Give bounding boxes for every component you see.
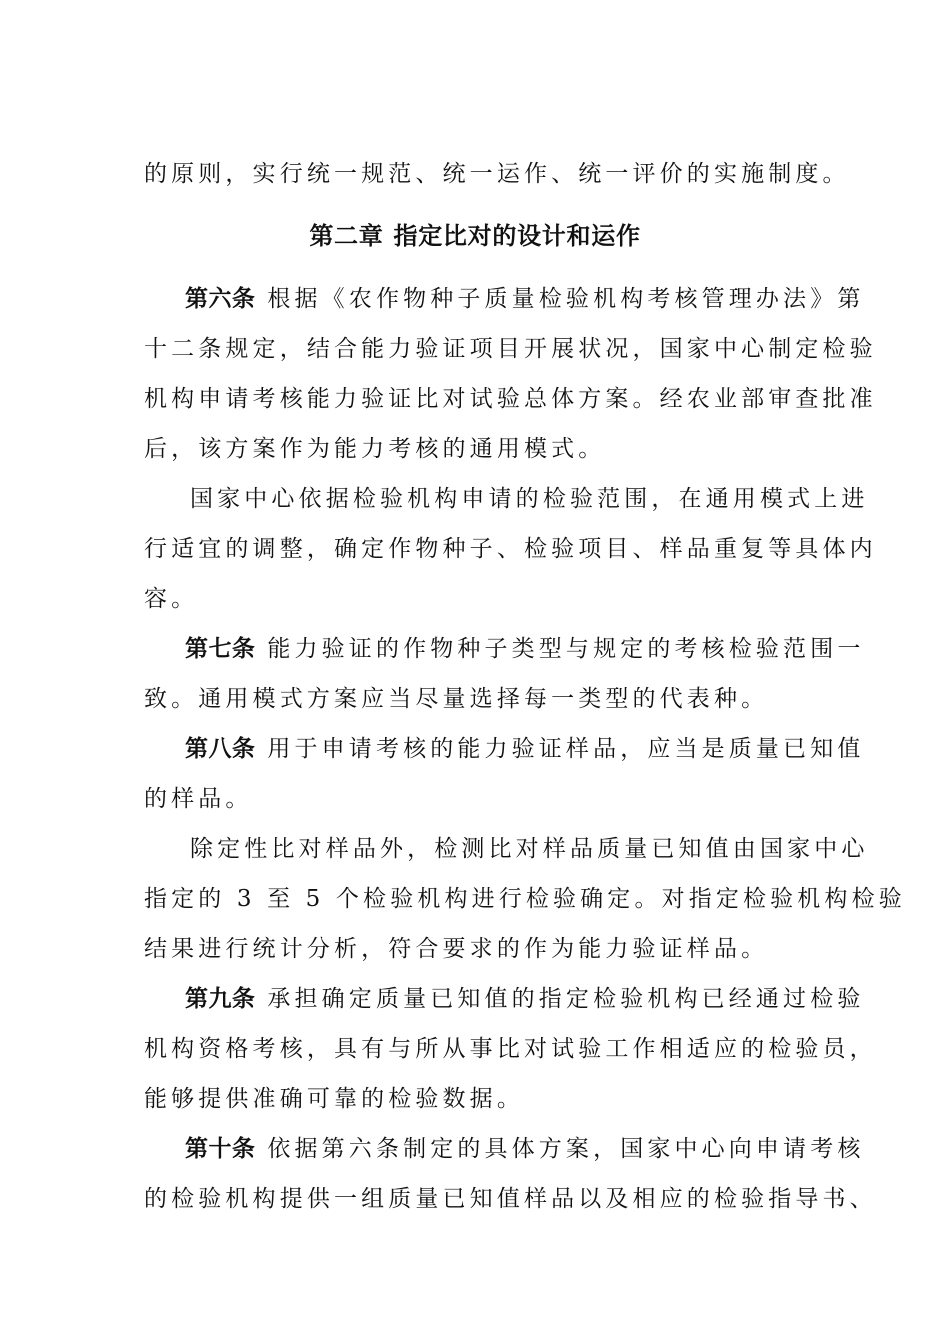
article-8-line-1 xyxy=(0,729,950,769)
article-6-para2-line-1: 国家中心依据检验机构申请的检验范围，在通用模式上进 xyxy=(190,486,869,512)
article-10-line-1 xyxy=(0,1129,950,1169)
article-8-text: 用于申请考核的能力验证样品，应当是质量已知值 xyxy=(267,736,865,762)
article-6-line-4: 后，该方案作为能力考核的通用模式。 xyxy=(144,436,606,462)
article-6-para2-line-2: 行适宜的调整，确定作物种子、检验项目、样品重复等具体内 xyxy=(144,536,877,562)
article-8-para2-line-3: 结果进行统计分析，符合要求的作为能力验证样品。 xyxy=(144,936,769,962)
article-9-text: 承担确定质量已知值的指定检验机构已经通过检验 xyxy=(267,986,865,1012)
intro-line: 的原则，实行统一规范、统一运作、统一评价的实施制度。 xyxy=(144,161,850,187)
article-6-line-3: 机构申请考核能力验证比对试验总体方案。经农业部审查批准 xyxy=(144,386,877,412)
article-6-line-1 xyxy=(0,279,950,319)
article-9-line-2: 机构资格考核，具有与所从事比对试验工作相适应的检验员， xyxy=(144,1036,877,1062)
article-8-label: 第八条 xyxy=(185,736,256,762)
article-7-label: 第七条 xyxy=(185,636,256,662)
article-6-label: 第六条 xyxy=(185,286,256,312)
article-6-para2-line-3: 容。 xyxy=(144,586,199,612)
article-9-line-1 xyxy=(0,979,950,1019)
article-7-line-1 xyxy=(0,629,950,669)
article-7-line-2: 致。通用模式方案应当尽量选择每一类型的代表种。 xyxy=(144,686,769,712)
article-7-text: 能力验证的作物种子类型与规定的考核检验范围一 xyxy=(267,636,865,662)
article-10-label: 第十条 xyxy=(185,1136,256,1162)
article-6-text: 根据《农作物种子质量检验机构考核管理办法》第 xyxy=(267,286,865,312)
article-8-para2-line-2: 指定的 3 至 5 个检验机构进行检验确定。对指定检验机构检验 xyxy=(144,886,906,912)
chapter-title: 指定比对的设计和运作 xyxy=(393,222,641,250)
chapter-heading xyxy=(0,216,950,256)
article-10-line-2: 的检验机构提供一组质量已知值样品以及相应的检验指导书、 xyxy=(144,1186,877,1212)
article-8-line-2: 的样品。 xyxy=(144,786,253,812)
article-9-label: 第九条 xyxy=(185,986,256,1012)
article-10-text: 依据第六条制定的具体方案，国家中心向申请考核 xyxy=(267,1136,865,1162)
article-6-line-2: 十二条规定，结合能力验证项目开展状况，国家中心制定检验 xyxy=(144,336,877,362)
article-8-para2-line-1: 除定性比对样品外，检测比对样品质量已知值由国家中心 xyxy=(190,836,869,862)
chapter-number: 第二章 xyxy=(309,222,384,250)
article-9-line-3: 能够提供准确可靠的检验数据。 xyxy=(144,1086,524,1112)
